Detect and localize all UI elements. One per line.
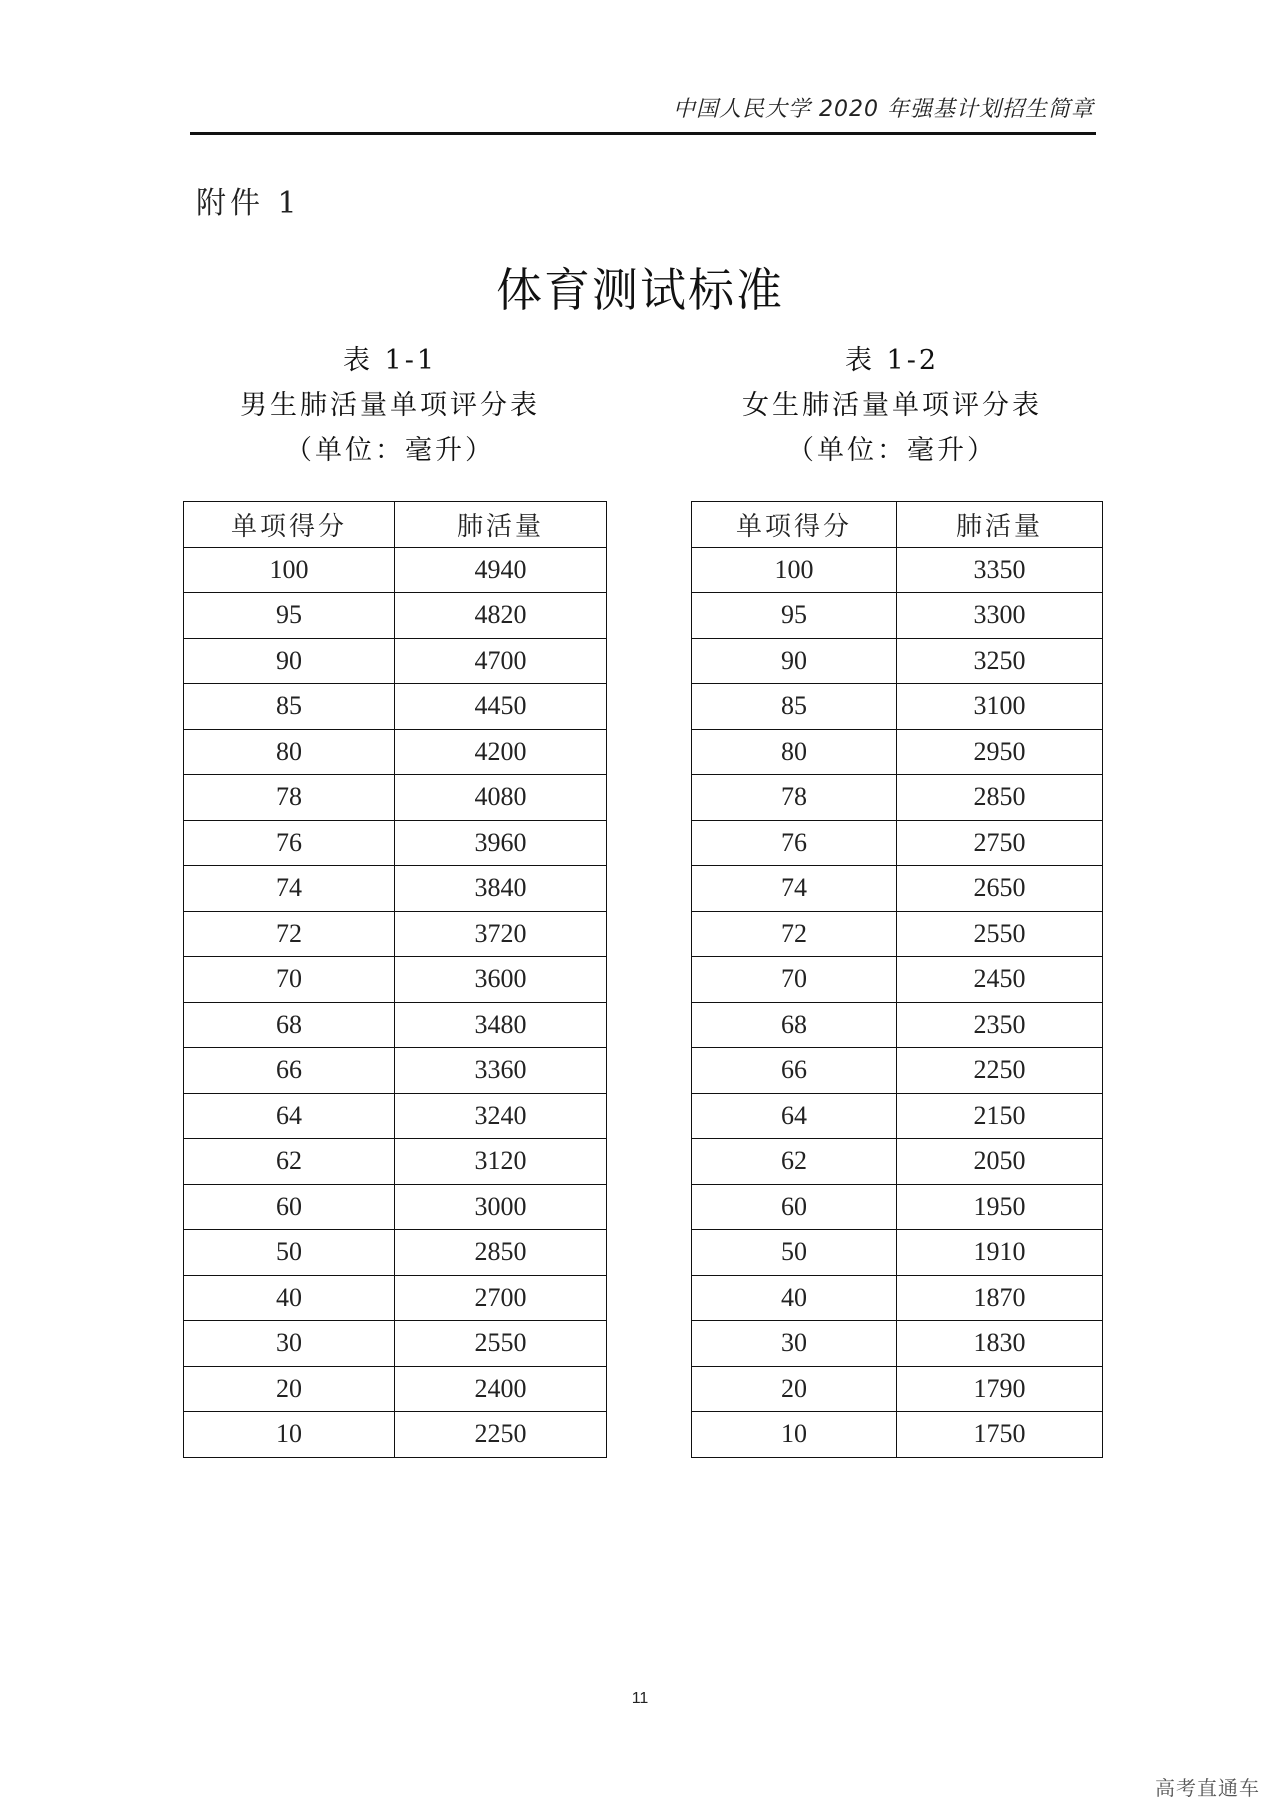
capacity-cell: 2750 bbox=[897, 820, 1103, 866]
score-cell: 60 bbox=[184, 1184, 395, 1230]
score-cell: 80 bbox=[692, 729, 897, 775]
score-cell: 78 bbox=[184, 775, 395, 821]
score-cell: 50 bbox=[692, 1230, 897, 1276]
table-row bbox=[692, 1093, 1103, 1139]
table-row bbox=[184, 547, 607, 593]
score-cell: 76 bbox=[184, 820, 395, 866]
score-cell: 85 bbox=[692, 684, 897, 730]
capacity-cell: 2350 bbox=[897, 1002, 1103, 1048]
table-row bbox=[184, 957, 607, 1003]
table-row bbox=[184, 1093, 607, 1139]
score-cell: 20 bbox=[184, 1366, 395, 1412]
table-row bbox=[692, 1321, 1103, 1367]
table-unit: （单位：毫升） bbox=[787, 435, 997, 466]
page-number: 11 bbox=[631, 1690, 649, 1707]
table-caption-female bbox=[682, 338, 1102, 473]
capacity-cell: 3360 bbox=[395, 1048, 607, 1094]
table-row bbox=[692, 684, 1103, 730]
table-number: 表 1-1 bbox=[342, 345, 438, 376]
capacity-cell: 2850 bbox=[395, 1230, 607, 1276]
male-score-table bbox=[183, 501, 607, 1458]
table-number: 表 1-2 bbox=[844, 345, 940, 376]
capacity-cell: 4940 bbox=[395, 547, 607, 593]
table-row bbox=[692, 1230, 1103, 1276]
table-unit: （单位：毫升） bbox=[285, 435, 495, 466]
table-row bbox=[184, 911, 607, 957]
table-row bbox=[184, 866, 607, 912]
capacity-cell: 2250 bbox=[897, 1048, 1103, 1094]
table-row bbox=[184, 1230, 607, 1276]
attachment-label: 附件 1 bbox=[196, 186, 301, 221]
score-cell: 30 bbox=[692, 1321, 897, 1367]
table-row bbox=[692, 1002, 1103, 1048]
table-row bbox=[184, 1139, 607, 1185]
table-name: 男生肺活量单项评分表 bbox=[240, 390, 540, 421]
capacity-cell: 2700 bbox=[395, 1275, 607, 1321]
capacity-cell: 2550 bbox=[395, 1321, 607, 1367]
score-cell: 68 bbox=[692, 1002, 897, 1048]
capacity-cell: 1790 bbox=[897, 1366, 1103, 1412]
capacity-cell: 3100 bbox=[897, 684, 1103, 730]
score-cell: 90 bbox=[692, 638, 897, 684]
table-row bbox=[184, 1321, 607, 1367]
score-cell: 64 bbox=[692, 1093, 897, 1139]
capacity-cell: 2950 bbox=[897, 729, 1103, 775]
score-cell: 100 bbox=[184, 547, 395, 593]
capacity-cell: 3240 bbox=[395, 1093, 607, 1139]
table-row bbox=[692, 820, 1103, 866]
score-cell: 10 bbox=[184, 1412, 395, 1458]
capacity-cell: 3480 bbox=[395, 1002, 607, 1048]
table-row bbox=[692, 866, 1103, 912]
table-row bbox=[692, 729, 1103, 775]
capacity-cell: 2400 bbox=[395, 1366, 607, 1412]
table-row bbox=[184, 684, 607, 730]
score-cell: 95 bbox=[692, 593, 897, 639]
score-cell: 72 bbox=[184, 911, 395, 957]
capacity-cell: 3840 bbox=[395, 866, 607, 912]
table-row bbox=[692, 1184, 1103, 1230]
score-cell: 70 bbox=[184, 957, 395, 1003]
table-row bbox=[692, 775, 1103, 821]
score-cell: 74 bbox=[184, 866, 395, 912]
column-header-score: 单项得分 bbox=[692, 502, 897, 548]
capacity-cell: 4080 bbox=[395, 775, 607, 821]
column-header-capacity: 肺活量 bbox=[897, 502, 1103, 548]
score-cell: 62 bbox=[692, 1139, 897, 1185]
capacity-cell: 4820 bbox=[395, 593, 607, 639]
capacity-cell: 3350 bbox=[897, 547, 1103, 593]
score-cell: 95 bbox=[184, 593, 395, 639]
column-header-capacity: 肺活量 bbox=[395, 502, 607, 548]
table-row bbox=[184, 1048, 607, 1094]
capacity-cell: 4200 bbox=[395, 729, 607, 775]
female-score-table bbox=[691, 501, 1103, 1458]
table-row bbox=[692, 957, 1103, 1003]
capacity-cell: 2250 bbox=[395, 1412, 607, 1458]
table-row bbox=[184, 1366, 607, 1412]
score-cell: 66 bbox=[692, 1048, 897, 1094]
table-row bbox=[692, 1048, 1103, 1094]
capacity-cell: 3960 bbox=[395, 820, 607, 866]
capacity-cell: 2650 bbox=[897, 866, 1103, 912]
table-row bbox=[184, 820, 607, 866]
score-cell: 60 bbox=[692, 1184, 897, 1230]
score-cell: 90 bbox=[184, 638, 395, 684]
capacity-cell: 1750 bbox=[897, 1412, 1103, 1458]
capacity-cell: 2050 bbox=[897, 1139, 1103, 1185]
score-cell: 85 bbox=[184, 684, 395, 730]
capacity-cell: 2450 bbox=[897, 957, 1103, 1003]
capacity-cell: 3250 bbox=[897, 638, 1103, 684]
score-cell: 30 bbox=[184, 1321, 395, 1367]
capacity-cell: 2550 bbox=[897, 911, 1103, 957]
table-row bbox=[184, 729, 607, 775]
score-cell: 40 bbox=[184, 1275, 395, 1321]
capacity-cell: 3300 bbox=[897, 593, 1103, 639]
score-cell: 78 bbox=[692, 775, 897, 821]
capacity-cell: 1870 bbox=[897, 1275, 1103, 1321]
column-header-score: 单项得分 bbox=[184, 502, 395, 548]
table-name: 女生肺活量单项评分表 bbox=[742, 390, 1042, 421]
capacity-cell: 1950 bbox=[897, 1184, 1103, 1230]
table-row bbox=[692, 1275, 1103, 1321]
capacity-cell: 1910 bbox=[897, 1230, 1103, 1276]
score-cell: 66 bbox=[184, 1048, 395, 1094]
table-row bbox=[692, 547, 1103, 593]
capacity-cell: 2850 bbox=[897, 775, 1103, 821]
table-row bbox=[692, 1366, 1103, 1412]
capacity-cell: 3720 bbox=[395, 911, 607, 957]
capacity-cell: 4700 bbox=[395, 638, 607, 684]
capacity-cell: 3600 bbox=[395, 957, 607, 1003]
table-row bbox=[184, 1412, 607, 1458]
score-cell: 80 bbox=[184, 729, 395, 775]
running-header: 中国人民大学 2020 年强基计划招生简章 bbox=[673, 97, 1094, 122]
table-row bbox=[184, 775, 607, 821]
header-rule bbox=[190, 132, 1096, 135]
table-row bbox=[692, 1412, 1103, 1458]
score-cell: 40 bbox=[692, 1275, 897, 1321]
table-row bbox=[184, 638, 607, 684]
score-cell: 50 bbox=[184, 1230, 395, 1276]
capacity-cell: 2150 bbox=[897, 1093, 1103, 1139]
score-cell: 20 bbox=[692, 1366, 897, 1412]
table-row bbox=[692, 1139, 1103, 1185]
table-row bbox=[184, 1002, 607, 1048]
table-header-row bbox=[692, 502, 1103, 548]
table-row bbox=[692, 911, 1103, 957]
table-row bbox=[184, 1184, 607, 1230]
capacity-cell: 1830 bbox=[897, 1321, 1103, 1367]
capacity-cell: 3120 bbox=[395, 1139, 607, 1185]
capacity-cell: 3000 bbox=[395, 1184, 607, 1230]
score-cell: 76 bbox=[692, 820, 897, 866]
table-row bbox=[692, 593, 1103, 639]
watermark: 高考直通车 bbox=[1155, 1776, 1260, 1800]
document-title: 体育测试标准 bbox=[496, 263, 784, 317]
capacity-cell: 4450 bbox=[395, 684, 607, 730]
score-cell: 64 bbox=[184, 1093, 395, 1139]
score-cell: 68 bbox=[184, 1002, 395, 1048]
score-cell: 72 bbox=[692, 911, 897, 957]
score-cell: 70 bbox=[692, 957, 897, 1003]
table-row bbox=[692, 638, 1103, 684]
table-caption-male bbox=[180, 338, 600, 473]
score-cell: 62 bbox=[184, 1139, 395, 1185]
score-cell: 100 bbox=[692, 547, 897, 593]
table-row bbox=[184, 593, 607, 639]
table-header-row bbox=[184, 502, 607, 548]
score-cell: 10 bbox=[692, 1412, 897, 1458]
table-row bbox=[184, 1275, 607, 1321]
score-cell: 74 bbox=[692, 866, 897, 912]
